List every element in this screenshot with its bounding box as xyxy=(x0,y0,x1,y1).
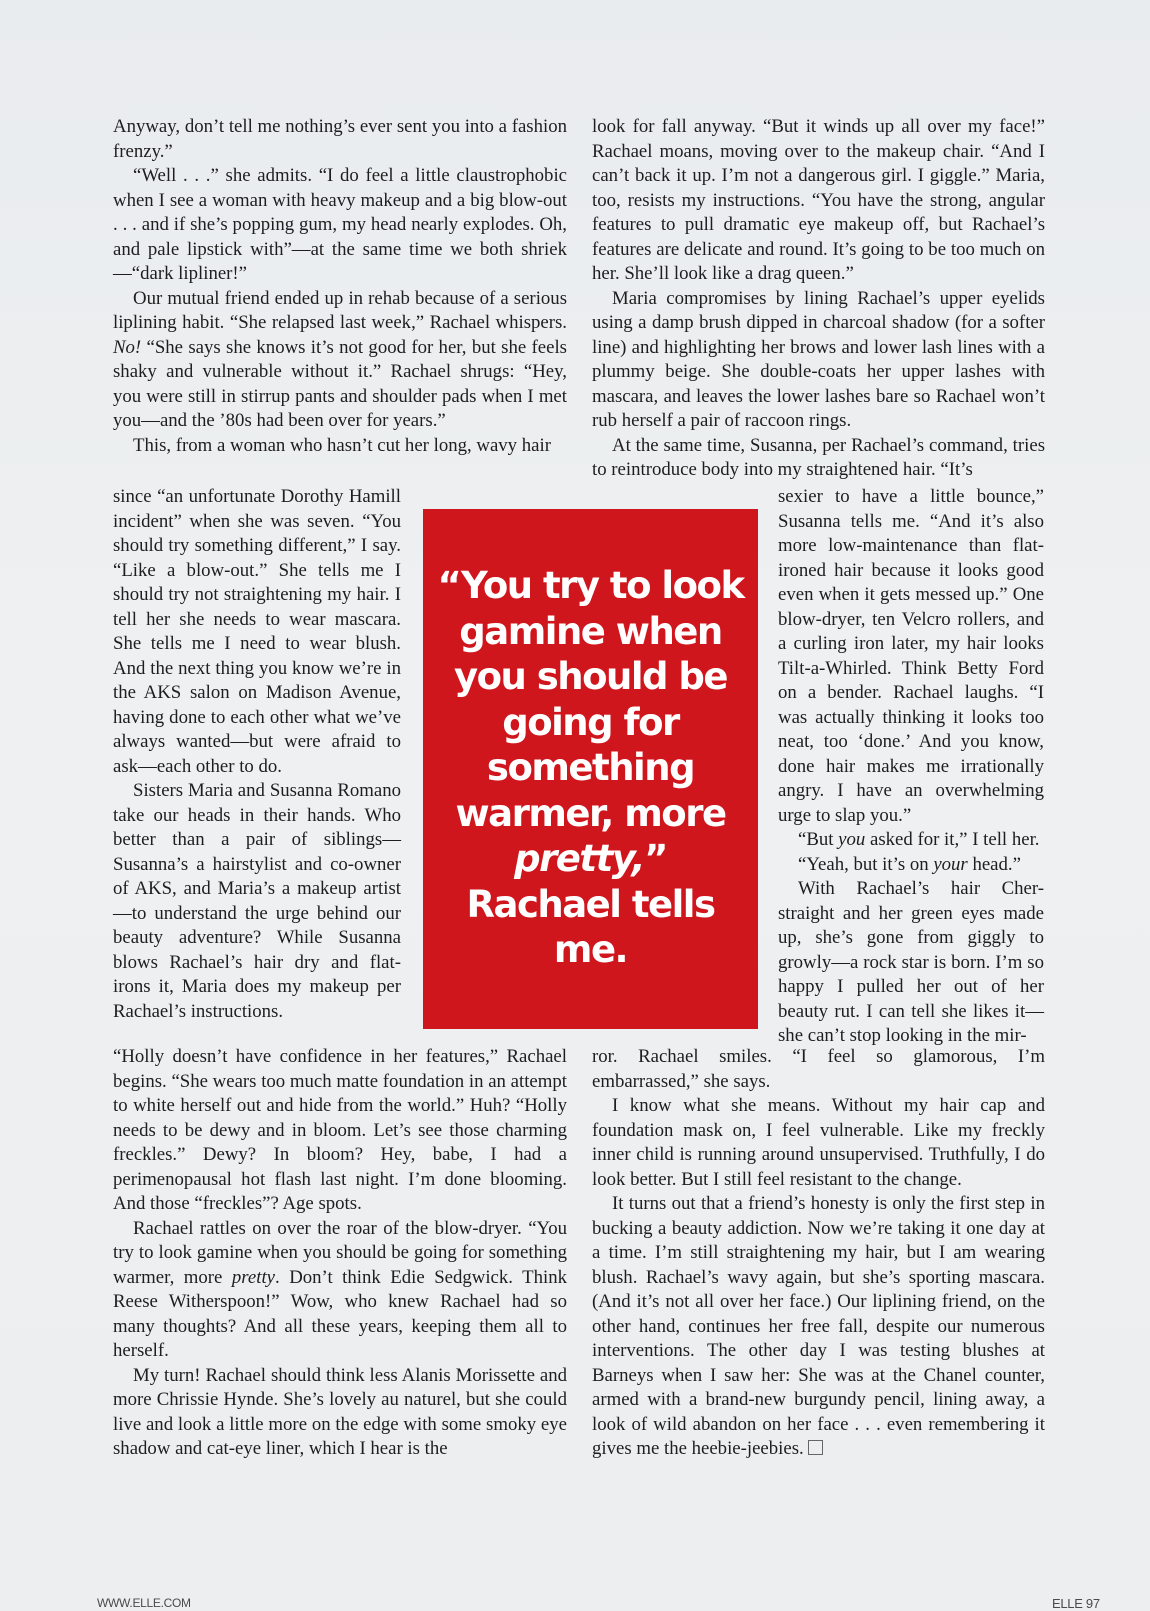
paragraph xyxy=(592,287,1045,434)
left-column-upper xyxy=(113,115,567,458)
pull-quote xyxy=(423,509,758,1029)
pull-quote-text xyxy=(423,563,758,973)
paragraph-text: sexier to have a little bounce,” Susanna tells me. “And it’s also more low-maintenance than flat-ironed hair because it looks good even when it gets messed up.” One blow-dryer, ten Velcro rollers, and a curling iron later, my hair looks Tilt-a-Whirled. Think Betty Ford on a bender. Rachael laughs. “I was actually thinking it looks too neat, too ‘done.’ And you know, done hair makes me irrationally angry. I have an overwhelming urge to slap you.” xyxy=(778,486,1044,826)
paragraph xyxy=(592,1094,1045,1192)
left-column-lower xyxy=(113,1045,567,1462)
emphasis-text: your xyxy=(933,853,968,875)
paragraph-text: “Well . . .” she admits. “I do feel a little claustrophobic when I see a woman with heavy makeup and a big blow-out . . . and if she’s popping gum, my head nearly explodes. Oh, and pale lipstick with”—at the same time we both shriek—“dark lipliner!” xyxy=(113,165,567,284)
paragraph-text: Rachael rattles on over the roar of the blow-dryer. “You try to look gamine when you should be going for something warmer, more xyxy=(113,1217,567,1288)
paragraph-text: since “an unfortunate Dorothy Hamill incident” when she was seven. “You should try something different,” I say. “Like a blow-out.” She tells me I should try not straightening my hair. I tell her she needs to wear mascara. She tells me I need to wear blush. And the next thing you know we’re in the AKS salon on Madison Avenue, having done to each other what we’ve always wanted—but were afraid to ask—each other to do. xyxy=(113,486,401,777)
emphasis-text: No! xyxy=(113,336,142,358)
paragraph-text: Anyway, don’t tell me nothing’s ever sent you into a fashion frenzy.” xyxy=(113,116,567,162)
paragraph xyxy=(113,485,401,779)
pull-quote-part: ” Rachael tells me. xyxy=(466,837,715,972)
paragraph-text: asked for it,” I tell her. xyxy=(865,829,1040,850)
paragraph xyxy=(592,434,1045,483)
paragraph-text: “Holly doesn’t have confidence in her features,” Rachael begins. “She wears too much matte foundation in an attempt to white herself out and hide from the world.” Huh? “Holly needs to be dewy and in bloom. Let’s see those charming freckles.” Dewy? In bloom? Hey, babe, I had a perimenopausal hot flash last night. I’m done blooming. And those “freckles”? Age spots. xyxy=(113,1046,567,1214)
right-column-narrow xyxy=(778,485,1044,1049)
paragraph-text: Maria compromises by lining Rachael’s upper eyelids using a damp brush dipped in charcoal shadow (for a softer line) and highlighting her brows and lower lash lines with a plummy beige. She double-coats her upper lashes with mascara, and leaves the lower lashes bare so Rachael won’t rub herself a pair of raccoon rings. xyxy=(592,287,1045,431)
paragraph-text: ror. Rachael smiles. “I feel so glamorous, I’m embarrassed,” she says. xyxy=(592,1046,1045,1092)
paragraph-text: With Rachael’s hair Cher-straight and her green eyes made up, she’s gone from giggly to growly—a rock star is born. I’m so happy I pulled her out of her beauty rut. I can tell she likes it—she can’t stop looking in the mir- xyxy=(778,878,1044,1046)
paragraph-text: . Don’t think Edie Sedgwick. Think Reese Witherspoon!” Wow, who knew Rachael had so many thoughts? And all these years, keeping them all to herself. xyxy=(113,1266,567,1361)
paragraph-text: “But xyxy=(798,829,839,850)
paragraph xyxy=(778,877,1044,1049)
paragraph xyxy=(113,1217,567,1364)
end-mark-icon xyxy=(808,1440,823,1455)
paragraph xyxy=(113,164,567,287)
emphasis-text: pretty xyxy=(231,1266,276,1288)
paragraph-text: “She says she knows it’s not good for her, but she feels shaky and vulnerable without it.” Rachael shrugs: “Hey, you were still in stirrup pants and shoulder pads when I met you—and the ’80s had been over for years.” xyxy=(113,336,567,431)
paragraph-text: My turn! Rachael should think less Alanis Morissette and more Chrissie Hynde. She’s lovely au naturel, but she could live and look a little more on the edge with some smoky eye shadow and cat-eye liner, which I hear is the xyxy=(113,1364,567,1459)
pull-quote-part: “You try to look gamine when you should be going for something warmer, more xyxy=(437,564,744,835)
footer-url: WWW.ELLE.COM xyxy=(97,1596,191,1610)
paragraph xyxy=(113,287,567,434)
paragraph xyxy=(592,1192,1045,1462)
paragraph xyxy=(778,828,1044,853)
left-column-narrow xyxy=(113,485,401,1024)
paragraph xyxy=(113,779,401,1024)
paragraph xyxy=(113,115,567,164)
paragraph xyxy=(592,1045,1045,1094)
paragraph xyxy=(113,1364,567,1462)
paragraph-text: This, from a woman who hasn’t cut her long, wavy hair xyxy=(133,434,551,456)
paragraph-text: I know what she means. Without my hair cap and foundation mask on, I feel vulnerable. Like my freckly inner child is running around unsupervised. Truthfully, I do look better. But I still feel resistant to the change. xyxy=(592,1095,1045,1190)
emphasis-text: you xyxy=(838,829,866,850)
paragraph-text: At the same time, Susanna, per Rachael’s command, tries to reintroduce body into my straightened hair. “It’s xyxy=(592,434,1045,480)
paragraph-text: head.” xyxy=(967,853,1021,875)
paragraph xyxy=(113,1045,567,1217)
paragraph xyxy=(778,853,1044,878)
paragraph xyxy=(592,115,1045,287)
right-column-lower xyxy=(592,1045,1045,1462)
footer-page-number: ELLE 97 xyxy=(1052,1596,1100,1611)
paragraph xyxy=(778,485,1044,828)
paragraph-text: Sisters Maria and Susanna Romano take our heads in their hands. Who better than a pair of siblings—Susanna’s a hairstylist and co-owner of AKS, and Maria’s a makeup artist—to understand the urge behind our beauty adventure? While Susanna blows Rachael’s hair dry and flat-irons it, Maria does my makeup per Rachael’s instructions. xyxy=(113,780,401,1022)
right-column-upper xyxy=(592,115,1045,483)
paragraph-text: “Yeah, but it’s on xyxy=(798,853,934,875)
pull-quote-emphasis: pretty, xyxy=(514,837,645,881)
paragraph-text: It turns out that a friend’s honesty is only the first step in bucking a beauty addiction. Now we’re taking it one day at a time. I’m still straightening my hair, but I am wearing blush. Rachael’s wavy again, but she’s sporting mascara. (And it’s not all over her face.) Our liplining friend, on the other hand, continues her free fall, despite our numerous interventions. The other day I was testing blushes at Barneys when I saw her: She was at the Chanel counter, armed with a brand-new burgundy pencil, lining away, a look of wild abandon on her face . . . even remembering it gives me the heebie-jeebies. xyxy=(592,1193,1045,1459)
paragraph-text: Our mutual friend ended up in rehab because of a serious liplining habit. “She relapsed last week,” Rachael whispers. xyxy=(113,287,567,333)
paragraph xyxy=(113,434,567,459)
paragraph-text: look for fall anyway. “But it winds up all over my face!” Rachael moans, moving over to the makeup chair. “And I can’t back it up. I’m not a dangerous girl. I giggle.” Maria, too, resists my instructions. “You have the strong, angular features to pull dramatic eye makeup off, but Rachael’s features are delicate and round. It’s going to be too much on her. She’ll look like a drag queen.” xyxy=(592,116,1045,284)
